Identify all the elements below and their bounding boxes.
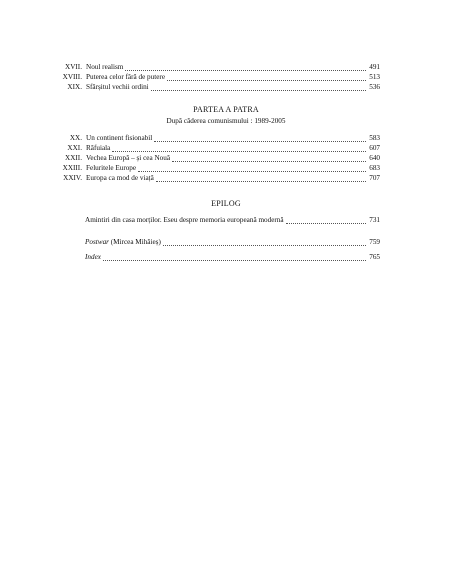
toc-entry-title: Europa ca mod de viață bbox=[86, 174, 154, 182]
toc-entry-index bbox=[85, 252, 380, 262]
toc-entry-title-italic: Postwar bbox=[85, 238, 109, 246]
toc-entry-xxii bbox=[50, 153, 380, 163]
toc-entry-number: XVIII. bbox=[62, 73, 82, 81]
toc-entry-page: 607 bbox=[369, 144, 380, 152]
toc-entry-title: Puterea celor fără de putere bbox=[86, 73, 166, 81]
toc-entry-number: XVII. bbox=[65, 63, 82, 71]
toc-entry-title: Vechea Europă – și cea Nouă bbox=[86, 154, 171, 162]
toc-entry-xx bbox=[50, 133, 380, 143]
toc-entry-number: XXI. bbox=[67, 144, 82, 152]
toc-entry-xviii bbox=[50, 72, 380, 82]
part-subheading: După căderea comunismului : 1989-2005 bbox=[166, 117, 286, 125]
dot-leader bbox=[151, 84, 366, 91]
toc-entry-number: XX. bbox=[69, 134, 82, 142]
toc-entry-page: 513 bbox=[369, 73, 380, 81]
toc-entry-xxiii bbox=[50, 163, 380, 173]
toc-entry-epilog bbox=[85, 215, 380, 225]
toc-entry-page: 683 bbox=[369, 164, 380, 172]
toc-entry-title: Amintiri din casa morților. Eseu despre memoria europeană modernă bbox=[85, 216, 284, 224]
toc-entry-page: 731 bbox=[369, 216, 380, 224]
part-heading: PARTEA A PATRA bbox=[193, 105, 259, 114]
toc-entry-number: XXIV. bbox=[63, 174, 82, 182]
toc-entry-page: 707 bbox=[369, 174, 380, 182]
toc-entry-page: 491 bbox=[369, 63, 380, 71]
toc-entry-title: Index bbox=[85, 253, 101, 261]
toc-entry-number: XXIII. bbox=[62, 164, 82, 172]
epilog-heading: EPILOG bbox=[211, 199, 241, 208]
dot-leader bbox=[167, 74, 366, 81]
dot-leader bbox=[156, 175, 366, 182]
toc-entry-xxi bbox=[50, 143, 380, 153]
dot-leader bbox=[125, 64, 366, 71]
toc-entry-xvii bbox=[50, 62, 380, 72]
toc-entry-page: 765 bbox=[369, 253, 380, 261]
toc-entry-title-rest: (Mircea Mihăieș) bbox=[108, 238, 161, 246]
dot-leader bbox=[172, 155, 366, 162]
toc-entry-page: 583 bbox=[369, 134, 380, 142]
dot-leader bbox=[112, 145, 366, 152]
dot-leader bbox=[103, 254, 366, 261]
toc-entry-title: Răfuiala bbox=[86, 144, 111, 152]
dot-leader bbox=[163, 239, 366, 246]
toc-entry-xxiv bbox=[50, 173, 380, 183]
toc-entry-page: 640 bbox=[369, 154, 380, 162]
dot-leader bbox=[286, 217, 366, 224]
toc-entry-title: Noul realism bbox=[86, 63, 124, 71]
toc-entry-title: Un continent fisionabil bbox=[86, 134, 153, 142]
toc-entry-postwar bbox=[85, 237, 380, 247]
toc-entry-page: 759 bbox=[369, 238, 380, 246]
dot-leader bbox=[138, 165, 366, 172]
toc-entry-xix bbox=[50, 82, 380, 92]
toc-entry-page: 536 bbox=[369, 83, 380, 91]
toc-entry-title: Sfârșitul vechii ordini bbox=[86, 83, 149, 91]
toc-entry-number: XIX. bbox=[67, 83, 82, 91]
toc-entry-title: Feluritele Europe bbox=[86, 164, 137, 172]
toc-entry-number: XXII. bbox=[65, 154, 82, 162]
dot-leader bbox=[154, 135, 366, 142]
